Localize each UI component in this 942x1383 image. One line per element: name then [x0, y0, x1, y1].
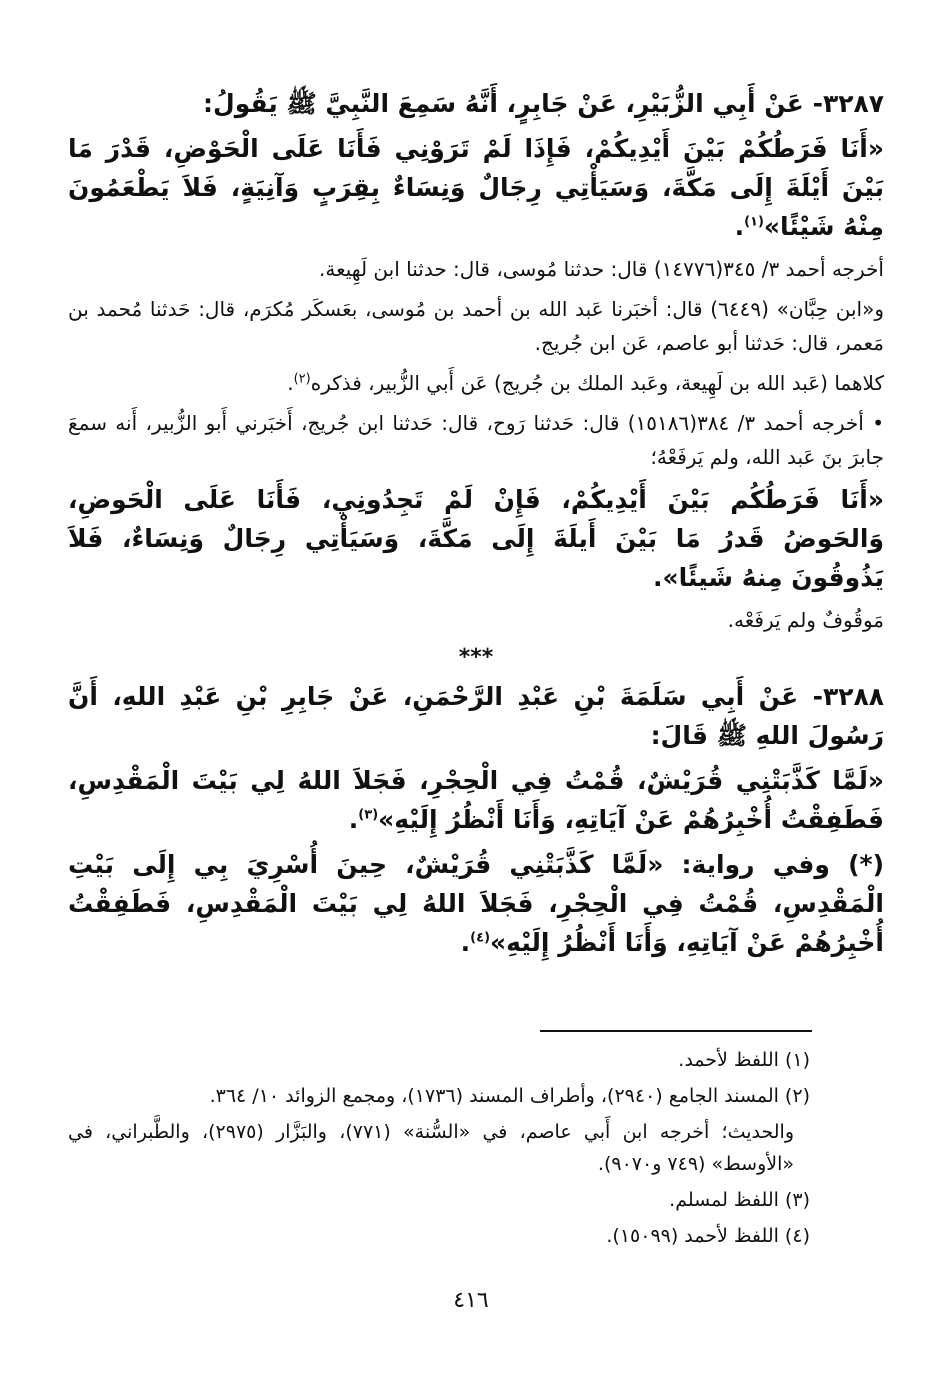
main-text — [68, 84, 884, 968]
footnotes — [68, 1044, 810, 1256]
footnote-2-continuation: والحديث؛ أخرجه ابن أَبي عاصم، في «السُّنة» (٧٧١)، والبَزَّار (٢٩٧٥)، والطَّبراني، في «الأوسط» (٧٤٩ و٩٠٧٠). — [68, 1121, 795, 1175]
takhrij-ibn-hibban: و«ابن حِبَّان» (٦٤٤٩) قال: أخبَرنا عَبد الله بن أحمد بن مُوسى، بعَسكَر مُكرَم، قال: حَدثنا مُحمد بن مَعمر، قال: حَدثنا أبو عاصم، عَن ابن جُريج. — [68, 297, 884, 355]
footnote-4: (٤) اللفظ لأحمد (١٥٠٩٩). — [606, 1225, 810, 1247]
hadith-3287-text: «أَنَا فَرَطُكُمْ بَيْنَ أَيْدِيكُمْ، فَإِذَا لَمْ تَرَوْنِي فَأَنَا عَلَى الْحَوْضِ، قَدْرَ مَا بَيْنَ أَيْلَةَ إِلَى مَكَّةَ، وَسَيَأْتِي رِجَالٌ وَنِسَاءٌ بِقِرَبٍ وَآنِيَةٍ، فَلاَ يَطْعَمُونَ مِنْهُ شَيْئًا»$^{(١)}$. — [68, 134, 884, 241]
takhrij-ahmad-mawquf: • أخرجه أحمد ٣/ ٣٨٤(١٥١٨٦) قال: حَدثنا رَوح، قال: حَدثنا ابن جُريج، أَخبَرني أَبو الزُّبير، أَنه سمعَ جابرَ بنَ عَبد الله، ولم يَرفَعْهُ؛ — [68, 411, 884, 469]
mawquf-note: مَوقُوفٌ ولم يَرفَعْه. — [727, 608, 884, 632]
footnote-1: (١) اللفظ لأحمد. — [678, 1049, 810, 1071]
footnote-ref-1[interactable]: (١) — [744, 214, 764, 230]
hadith-3288-text: «لَمَّا كَذَّبَتْنِي قُرَيْشٌ، قُمْتُ فِي الْحِجْرِ، فَجَلاَ اللهُ لِي بَيْتَ الْمَقْدِسِ، فَطَفِقْتُ أُخْبِرُهُمْ عَنْ آيَاتِهِ، وَأَنَا أَنْظُرُ إِلَيْهِ»$^{(٣)}$. — [68, 766, 884, 834]
section-separator: *** — [458, 645, 494, 670]
mawquf-text: «أَنَا فَرَطُكُم بَيْنَ أَيْدِيكُمْ، فَإِنْ لَمْ تَجِدُونِي، فَأَنَا عَلَى الْحَوضِ، وَالحَوضُ قَدرُ مَا بَيْنَ أَيلَةَ إِلَى مَكَّةَ، وَسَيَأْتِي رِجَالٌ وَنِسَاءٌ، فَلاَ يَذُوقُونَ مِنهُ شَيئًا». — [68, 485, 884, 592]
footnote-ref-4[interactable]: (٤) — [470, 930, 491, 946]
footnote-3: (٣) اللفظ لمسلم. — [669, 1189, 810, 1211]
hadith-3287-header: ٣٢٨٧- عَنْ أَبِي الزُّبَيْرِ، عَنْ جَابِرٍ، أَنَّهُ سَمِعَ النَّبِيَّ ﷺ يَقُولُ: — [203, 89, 884, 118]
hadith-3288-header: ٣٢٨٨- عَنْ أَبِي سَلَمَةَ بْنِ عَبْدِ الرَّحْمَنِ، عَنْ جَابِرِ بْنِ عَبْدِ اللهِ، أَنَّ رَسُولَ اللهِ ﷺ قَالَ: — [68, 682, 884, 750]
footnote-divider — [540, 1030, 812, 1032]
page-number: ٤١٦ — [453, 1288, 489, 1313]
hadith-3288-riwaya: (*) وفي رواية: «لَمَّا كَذَّبَتْنِي قُرَيْشٌ، حِينَ أُسْرِيَ بِي إِلَى بَيْتِ الْمَقْدِسِ، قُمْتُ فِي الْحِجْرِ، فَجَلاَ اللهُ لِي بَيْتَ الْمَقْدِسِ، فَطَفِقْتُ أُخْبِرُهُمْ عَنْ آيَاتِهِ، وَأَنَا أَنْظُرُ إِلَيْهِ»$^{(٤)}$. — [68, 850, 884, 957]
footnote-ref-2[interactable]: (٢) — [293, 371, 311, 387]
kilahuma-line: كلاهما (عَبد الله بن لَهِيعة، وعَبد الملك بن جُريج) عَن أَبي الزُّبير، فذكره$^{(٢)}$. — [287, 371, 884, 395]
footnote-ref-3[interactable]: (٣) — [358, 807, 379, 823]
footnote-2: (٢) المسند الجامع (٢٩٤٠)، وأطراف المسند (١٧٣٦)، ومجمع الزوائد ١٠/ ٣٦٤. — [209, 1085, 810, 1107]
takhrij-ahmad: أخرجه أحمد ٣/ ٣٤٥(١٤٧٧٦) قال: حدثنا مُوسى، قال: حدثنا ابن لَهِيعة. — [319, 257, 884, 281]
